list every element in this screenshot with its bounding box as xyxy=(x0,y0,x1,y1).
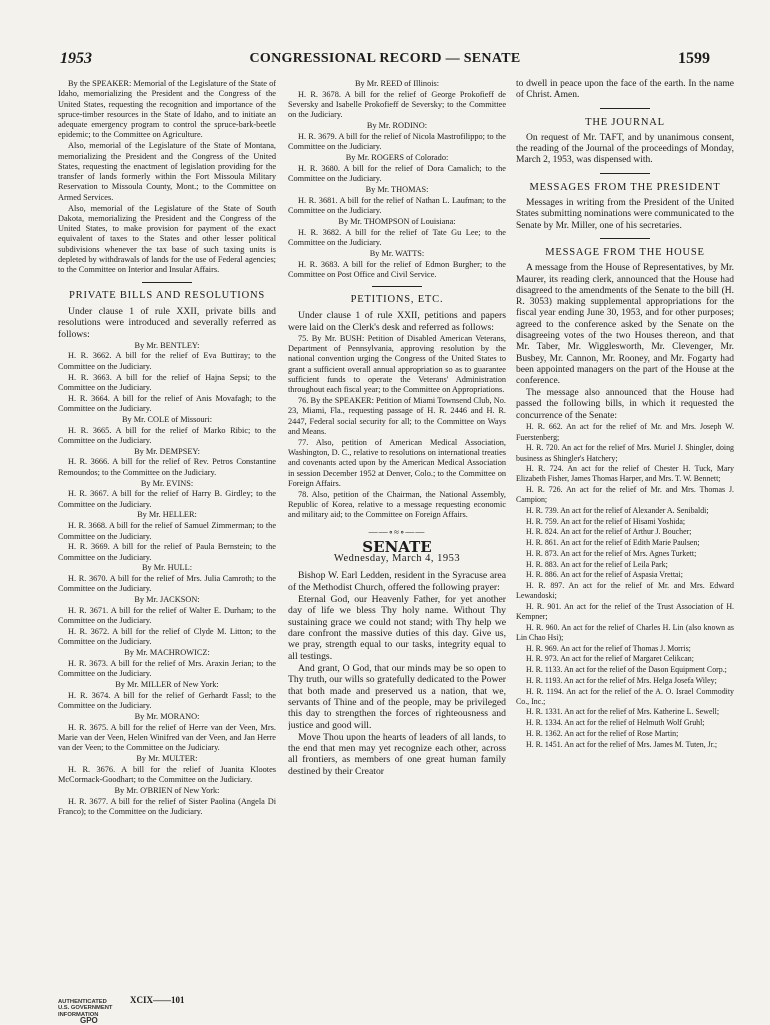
header-page-number: 1599 xyxy=(678,50,710,67)
house-paragraph: A message from the House of Representatives, by Mr. Maurer, its reading clerk, announced that the House had disagreed to the amendments of the Senate to the bill (H. R. 3053) making supplemental appropriations for the fiscal year ending June 30, 1953, and for other purposes; agreed to the conference asked by the Senate on the disagreeing votes of the two Houses thereon, and that Mr. Taber, Mr. Wigglesworth, Mr. Clevenger, Mr. Busbey, Mr. Cannon, Mr. Rooney, and Mr. Fogarty had been appointed managers on the part of the House at the conference. xyxy=(516,263,734,387)
house-bill-entry: H. R. 969. An act for the relief of Thomas J. Morris; xyxy=(526,643,691,653)
journal-paragraph: On request of Mr. TAFT, and by unanimous consent, the reading of the Journal of the proceedings of Monday, March 2, 1953, was dispensed with. xyxy=(516,132,734,166)
bill-entry: H. R. 3673. A bill for the relief of Mrs. Araxin Jerian; to the Committee on the Judiciary. xyxy=(58,659,276,679)
bill-entry: H. R. 3663. A bill for the relief of Hajna Sepsi; to the Committee on the Judiciary. xyxy=(58,372,276,392)
house-bill-entry: H. R. 873. An act for the relief of Mrs. Agnes Turkett; xyxy=(526,548,697,558)
section-rule xyxy=(372,286,422,287)
house-bill-entry: H. R. 861. An act for the relief of Edith Marie Paulsen; xyxy=(526,538,700,548)
sponsor-line: By Mr. EVINS: xyxy=(140,478,194,488)
house-bill-entry: H. R. 1451. An act for the relief of Mrs. James M. Tuten, Jr.; xyxy=(526,739,718,749)
house-bill-entry: H. R. 1194. An act for the relief of the A. O. Israel Commodity Co., Inc.; xyxy=(516,686,734,706)
petition-entry: 75. By Mr. BUSH: Petition of Disabled American Veterans, Department of Pennsylvania, approving resolution by the national convention urging the Congress of the United States to grant a sufficient overall annual appropriation so as to guarantee sufficient funds to operate the Veterans' Administration throughout each fiscal year; to the Committee on Appropriations. xyxy=(288,333,506,395)
gpo-mark: GPO xyxy=(80,1016,98,1025)
bill-entry: H. R. 3675. A bill for the relief of Herre van der Veen, Mrs. Marie van der Veen, Helen Winifred van der Veen, and Jan Herre van der Veen; to the Committee on the Judiciary. xyxy=(58,722,276,753)
prayer-paragraph: And grant, O God, that our minds may be so open to Thy truth, our wills so gratefully dedicated to the Power that both made and preserved us a nation, that we, servants of Thine and of the people, may be privileged this day to strengthen the forces of righteousness and justice and good will. xyxy=(288,662,506,731)
sponsor-line: By Mr. O'BRIEN of New York: xyxy=(114,786,220,796)
sponsor-line: By Mr. THOMPSON of Louisiana: xyxy=(338,216,456,226)
section-rule xyxy=(600,238,650,239)
section-heading: THE JOURNAL xyxy=(585,116,665,128)
bill-entry: H. R. 3672. A bill for the relief of Clyde M. Litton; to the Committee on the Judiciary. xyxy=(58,627,276,647)
house-bill-entry: H. R. 1331. An act for the relief of Mrs. Katherine L. Sewell; xyxy=(526,707,720,717)
house-bill-entry: H. R. 662. An act for the relief of Mr. and Mrs. Joseph W. Fuerstenberg; xyxy=(516,422,734,442)
sponsor-line: By Mr. REED of Illinois: xyxy=(354,79,440,88)
house-bill-entry: H. R. 759. An act for the relief of Hisami Yoshida; xyxy=(526,516,686,526)
house-bill-entry: H. R. 720. An act for the relief of Mrs. Muriel J. Shingler, doing business as Shingler's Hatchery; xyxy=(516,443,734,463)
section-heading: PETITIONS, ETC. xyxy=(350,294,444,306)
gpo-line: INFORMATION xyxy=(58,1011,99,1018)
prayer-intro: Bishop W. Earl Ledden, resident in the Syracuse area of the Methodist Church, offered the following prayer: xyxy=(288,570,506,593)
gpo-line: U.S. GOVERNMENT xyxy=(58,1005,113,1012)
memorial-paragraph: By the SPEAKER: Memorial of the Legislature of the State of Idaho, memorializing the President and the Congress of the United States, requesting the recognition and importance of the spruce-timber resources in the State of Idaho, and to initiate an adequate emergency program to control the spruce-bark-beetle epidemic; to the Committee on Agriculture. xyxy=(58,79,276,140)
house-bill-entry: H. R. 1133. An act for the relief of the Dason Equipment Corp.; xyxy=(526,665,727,675)
sponsor-line: By Mr. MILLER of New York: xyxy=(115,680,219,690)
column-2 xyxy=(288,79,506,999)
section-rule xyxy=(600,108,650,109)
house-bill-list xyxy=(516,422,734,749)
president-paragraph: Messages in writing from the President of the United States submitting nominations were communicated to the Senate by Mr. Miller, one of his secretaries. xyxy=(516,198,734,231)
memorial-paragraph: Also, memorial of the Legislature of the State of South Dakota, memorializing the President and the Congress of the United States, to make provision for payment of the exact equivalent of taxes to the States and other lesser political subdivisions whenever the tax base of such taxing units is depleted by withdrawals of lands for the use of Federal agencies; to the Committee on Interior and Insular Affairs. xyxy=(58,203,276,275)
prayer-end: to dwell in peace upon the face of the earth. In the name of Christ. Amen. xyxy=(516,79,734,101)
bill-entry: H. R. 3669. A bill for the relief of Paula Bernstein; to the Committee on the Judiciary. xyxy=(58,542,276,562)
sponsor-line: By Mr. HULL: xyxy=(141,563,192,573)
house-bill-entry: H. R. 886. An act for the relief of Aspasia Vrettai; xyxy=(526,570,683,580)
memorial-paragraph: Also, memorial of the Legislature of the State of Montana, memorializing the President and the Congress of the United States, requesting the enactment of legislation providing for the transfer of lands formerly within the Fort Missoula Military Reservation to Missoula County, Mont.; to the Committee on Armed Services. xyxy=(58,141,276,202)
house-bill-entry: H. R. 960. An act for the relief of Charles H. Lin (also known as Lin Chao Hsi); xyxy=(516,622,734,642)
sponsor-line: By Mr. MACHROWICZ: xyxy=(124,648,210,658)
prayer-paragraph: Move Thou upon the hearts of leaders of all lands, to the end that men may yet recognize each other, across all frontiers, as members of one great human family destined by their Creator xyxy=(288,731,506,777)
house-bill-entry: H. R. 1362. An act for the relief of Rose Martin; xyxy=(526,728,679,738)
house-bill-entry: H. R. 739. An act for the relief of Alexander A. Senibaldi; xyxy=(526,506,709,516)
house-bill-entry: H. R. 724. An act for the relief of Chester H. Tuck, Mary Elizabeth Fisher, James Thomas Harper, and Mrs. T. W. Bennett; xyxy=(516,464,734,484)
house-bill-entry: H. R. 901. An act for the relief of the Trust Association of H. Kempner; xyxy=(516,601,734,622)
petition-entry: 78. Also, petition of the Chairman, the National Assembly, Republic of Korea, relative to a message requesting economic and military aid; to the Committee on Foreign Affairs. xyxy=(288,489,506,520)
house-paragraph: The message also announced that the House had passed the following bills, in which it requested the concurrence of the Senate: xyxy=(516,388,734,421)
house-bill-entry: H. R. 883. An act for the relief of Leila Park; xyxy=(526,559,668,569)
house-bill-entry: H. R. 1193. An act for the relief of Mrs. Helga Josefa Wiley; xyxy=(526,675,717,685)
house-bill-entry: H. R. 973. An act for the relief of Margaret Celikcan; xyxy=(526,654,694,664)
sponsor-line: By Mr. HELLER: xyxy=(137,510,197,520)
sponsor-line: By Mr. MORANO: xyxy=(134,712,200,722)
section-rule xyxy=(142,282,192,283)
bill-entry: H. R. 3679. A bill for the relief of Nicola Mastrofilippo; to the Committee on the Judiciary. xyxy=(288,131,506,152)
section-intro: Under clause 1 of rule XXII, petitions and papers were laid on the Clerk's desk and referred as follows: xyxy=(288,310,506,333)
sponsor-line: By Mr. BENTLEY: xyxy=(134,340,200,350)
bill-entry: H. R. 3664. A bill for the relief of Anis Movafagh; to the Committee on the Judiciary. xyxy=(58,393,276,413)
page-header xyxy=(60,50,710,68)
bill-entry: H. R. 3680. A bill for the relief of Dora Camalich; to the Committee on the Judiciary. xyxy=(288,163,506,184)
gpo-authentication-logo xyxy=(58,999,112,1025)
bill-entry: H. R. 3662. A bill for the relief of Eva Buttiray; to the Committee on the Judiciary. xyxy=(58,351,276,371)
sponsor-line: By Mr. DEMPSEY: xyxy=(134,446,200,456)
bill-entry: H. R. 3677. A bill for the relief of Sister Paolina (Angela Di Franco); to the Committee on the Judiciary. xyxy=(58,796,276,817)
senate-heading: SENATE xyxy=(362,537,432,556)
sponsor-line: By Mr. COLE of Missouri: xyxy=(121,414,213,424)
bill-entry: H. R. 3668. A bill for the relief of Samuel Zimmerman; to the Committee on the Judiciary. xyxy=(58,521,276,541)
petition-entry: 76. By the SPEAKER: Petition of Miami Townsend Club, No. 23, Miami, Fla., requesting passage of H. R. 2446 and H. R. 2447, Federal social security for all; to the Committee on Ways and Means. xyxy=(288,396,506,436)
sponsor-line: By Mr. JACKSON: xyxy=(134,595,200,605)
section-heading: PRIVATE BILLS AND RESOLUTIONS xyxy=(69,289,265,301)
bill-entry: H. R. 3666. A bill for the relief of Rev. Petros Constantine Remoundos; to the Committee on the Judiciary. xyxy=(58,457,276,477)
volume-page-marker: XCIX——101 xyxy=(130,995,185,1005)
gpo-line: AUTHENTICATED xyxy=(58,999,107,1005)
section-heading: MESSAGES FROM THE PRESIDENT xyxy=(529,181,721,193)
bill-entry: H. R. 3678. A bill for the relief of George Prokofieff de Seversky and Isabelle Prokofieff de Seversky; to the Committee on the Judiciary. xyxy=(288,89,506,120)
bill-entry: H. R. 3671. A bill for the relief of Walter E. Durham; to the Committee on the Judiciary. xyxy=(58,606,276,626)
sponsor-line: By Mr. THOMAS: xyxy=(365,184,429,194)
session-date: Wednesday, March 4, 1953 xyxy=(333,553,461,565)
petition-entry: 77. Also, petition of American Medical Association, Washington, D. C., relative to resolutions on international treaties and covenants acted upon by the American Medical Association in session December 1952 at Denver, Colo.; to the Committee on Foreign Affairs. xyxy=(288,437,506,488)
sponsor-line: By Mr. MULTER: xyxy=(136,754,198,764)
section-rule xyxy=(600,173,650,174)
header-year: 1953 xyxy=(60,50,92,67)
bill-entry: H. R. 3665. A bill for the relief of Marko Ribic; to the Committee on the Judiciary. xyxy=(58,425,276,445)
bill-entry: H. R. 3676. A bill for the relief of Juanita Klootes McCormack-Goodhart; to the Committee on the Judiciary. xyxy=(58,765,276,785)
sponsor-line: By Mr. RODINO: xyxy=(366,121,428,131)
ornament-divider: ——∘≈∘—— xyxy=(368,526,426,537)
bill-entry: H. R. 3670. A bill for the relief of Mrs. Julia Camroth; to the Committee on the Judiciary. xyxy=(58,574,276,594)
bill-entry: H. R. 3667. A bill for the relief of Harry B. Girdley; to the Committee on the Judiciary. xyxy=(58,489,276,509)
column-3 xyxy=(516,79,734,999)
sponsor-line: By Mr. WATTS: xyxy=(369,248,425,258)
column-1 xyxy=(58,79,276,999)
header-title: CONGRESSIONAL RECORD — SENATE xyxy=(249,51,521,66)
section-heading: MESSAGE FROM THE HOUSE xyxy=(545,246,705,258)
bill-entry: H. R. 3681. A bill for the relief of Nathan L. Laufman; to the Committee on the Judiciary. xyxy=(288,195,506,216)
prayer-paragraph: Eternal God, our Heavenly Father, for yet another day of life we bless Thy holy name. Without Thy sustaining grace we could not stand; with Thy help we dare confront the massive duties of this day. Give us, we pray, strength equal to our tasks, integrity equal to all testings. xyxy=(288,593,506,662)
bill-entry: H. R. 3674. A bill for the relief of Gerhardt Fassl; to the Committee on the Judiciary. xyxy=(58,690,276,711)
house-bill-entry: H. R. 1334. An act for the relief of Helmuth Wolf Gruhl; xyxy=(526,718,705,728)
bill-entry: H. R. 3682. A bill for the relief of Tate Gu Lee; to the Committee on the Judiciary. xyxy=(288,227,506,247)
sponsor-line: By Mr. ROGERS of Colorado: xyxy=(345,153,449,163)
bill-entry: H. R. 3683. A bill for the relief of Edmon Burgher; to the Committee on Post Office and Civil Service. xyxy=(288,259,506,279)
section-intro: Under clause 1 of rule XXII, private bills and resolutions were introduced and severally referred as follows: xyxy=(58,305,276,340)
house-bill-entry: H. R. 897. An act for the relief of Mr. and Mrs. Edward Lewandoski; xyxy=(516,580,734,601)
house-bill-entry: H. R. 726. An act for the relief of Mr. and Mrs. Thomas J. Campion; xyxy=(516,485,734,505)
house-bill-entry: H. R. 824. An act for the relief of Arthur J. Boucher; xyxy=(526,527,692,537)
